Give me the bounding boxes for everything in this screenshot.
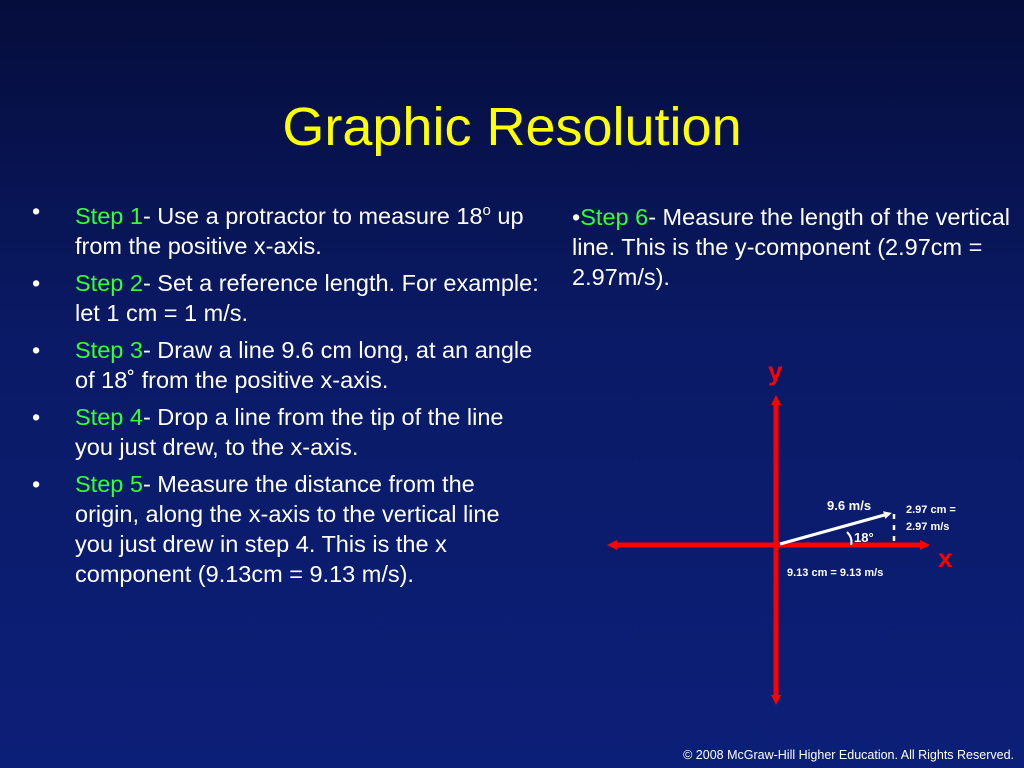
bullet-icon: •: [32, 470, 41, 497]
slide-title: Graphic Resolution: [282, 97, 742, 157]
y-axis-label: y: [768, 356, 783, 386]
step-text-cont: up from the positive x-axis.: [75, 202, 524, 259]
bullet-icon: •: [32, 336, 41, 363]
step-text: - Draw a line 9.6 cm long, at an angle of 18˚ from the positive x-axis.: [75, 336, 533, 393]
vector-label: 9.6 m/s: [827, 498, 872, 513]
step-label: Step 4: [75, 403, 143, 430]
step-label: Step 3: [75, 336, 143, 363]
step-text: - Measure the length of the vertical line. This is the y-component (2.97cm = 2.97m/s).: [572, 204, 1011, 290]
bullet-icon: •: [32, 403, 41, 430]
vertical-component-label-2: 2.97 m/s: [906, 521, 950, 533]
angle-label: 18°: [854, 530, 874, 545]
step-text: - Measure the distance from the origin, along the x-axis to the vertical line you just drew in step 4. This is the x component (9.13cm = 9.13 m/s).: [75, 470, 500, 587]
horizontal-component-label: 9.13 cm = 9.13 m/s: [787, 567, 884, 579]
step-label: Step 5: [75, 470, 143, 497]
step-label: Step 1: [75, 202, 143, 229]
bullet-icon: •: [572, 204, 581, 230]
step-text: - Use a protractor to measure 18: [142, 202, 483, 229]
bullet-icon: •: [32, 198, 41, 224]
degree-superscript: o: [482, 202, 491, 219]
copyright-notice: © 2008 McGraw-Hill Higher Education. All Rights Reserved.: [683, 748, 1014, 762]
vertical-component-label-1: 2.97 cm =: [906, 504, 956, 516]
step-label: Step 2: [75, 269, 143, 296]
bullet-icon: •: [32, 269, 41, 296]
x-axis-label: x: [938, 543, 953, 573]
step-text: - Set a reference length. For example: let 1 cm = 1 m/s.: [75, 269, 539, 326]
step-text: - Drop a line from the tip of the line you just drew, to the x-axis.: [75, 403, 504, 460]
step-label: Step 6: [580, 204, 649, 230]
